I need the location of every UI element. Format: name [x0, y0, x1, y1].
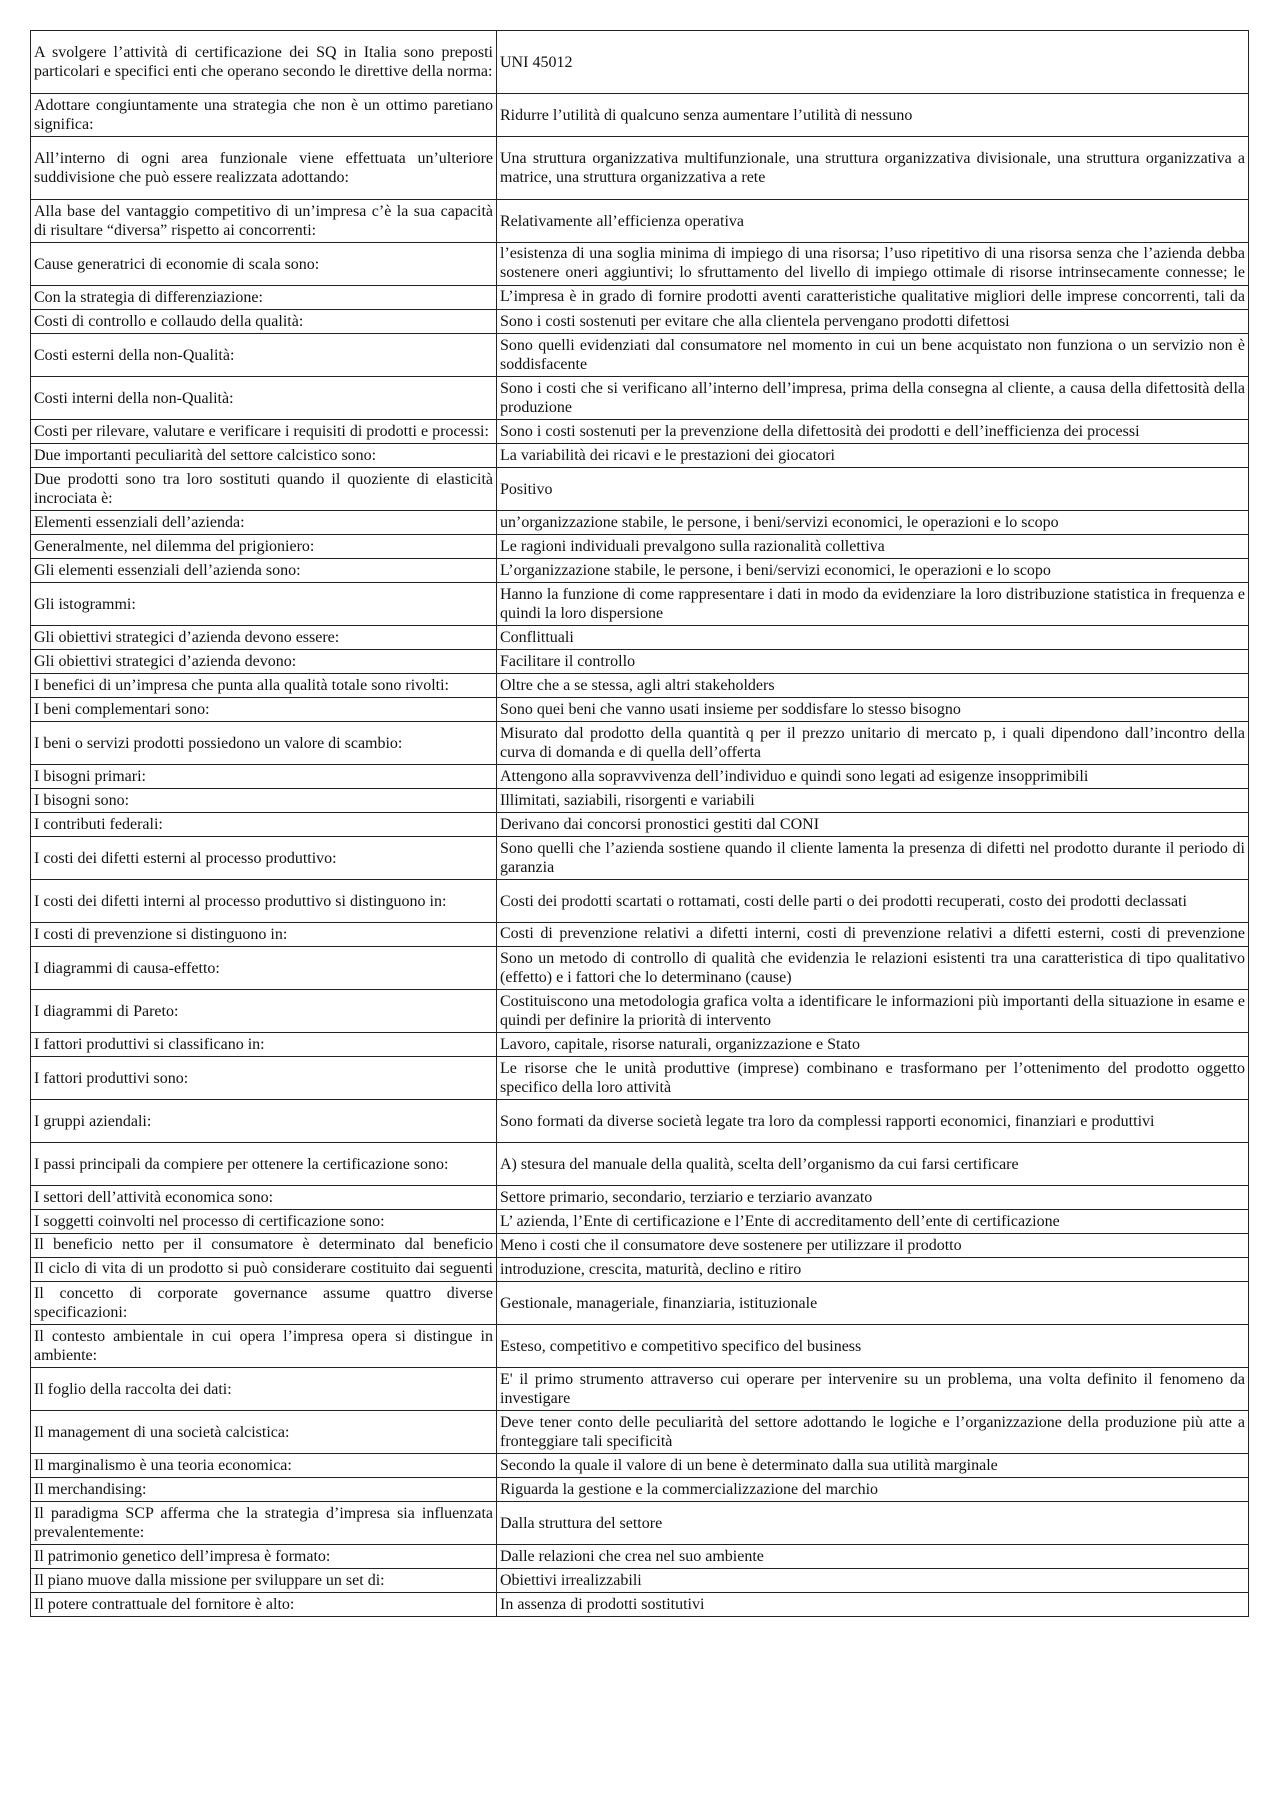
answer-cell: Ridurre l’utilità di qualcuno senza aumentare l’utilità di nessuno: [497, 94, 1249, 137]
question-cell: I beni complementari sono:: [31, 698, 497, 722]
question-cell: [31, 674, 497, 698]
table-row: [31, 1593, 1249, 1617]
question-cell: Costi esterni della non-Qualità:: [31, 334, 497, 377]
table-row: [31, 1368, 1249, 1411]
answer-cell: Obiettivi irrealizzabili: [497, 1569, 1249, 1593]
table-row: [31, 243, 1249, 286]
table-row: [31, 377, 1249, 420]
question-text: I benefici di un’impresa che punta alla qualità totale sono rivolti:: [34, 677, 449, 694]
answer-cell: Illimitati, saziabili, risorgenti e variabili: [497, 789, 1249, 813]
question-cell: I contributi federali:: [31, 813, 497, 837]
answer-cell: UNI 45012: [497, 31, 1249, 94]
answer-cell: Conflittuali: [497, 626, 1249, 650]
question-cell: [31, 1258, 497, 1282]
question-cell: I diagrammi di Pareto:: [31, 990, 497, 1033]
document-page: [30, 30, 1248, 1617]
answer-cell: Secondo la quale il valore di un bene è determinato dalla sua utilità marginale: [497, 1454, 1249, 1478]
table-row: [31, 1057, 1249, 1100]
answer-cell: Meno i costi che il consumatore deve sostenere per utilizzare il prodotto: [497, 1234, 1249, 1258]
question-cell: Elementi essenziali dell’azienda:: [31, 511, 497, 535]
answer-cell: Dalle relazioni che crea nel suo ambiente: [497, 1545, 1249, 1569]
question-cell: I bisogni sono:: [31, 789, 497, 813]
table-row: [31, 947, 1249, 990]
answer-cell: Le risorse che le unità produttive (imprese) combinano e trasformano per l’ottenimento del prodotto oggetto specifico della loro attività: [497, 1057, 1249, 1100]
answer-cell: Derivano dai concorsi pronostici gestiti dal CONI: [497, 813, 1249, 837]
answer-cell: L’organizzazione stabile, le persone, i beni/servizi economici, le operazioni e lo scopo: [497, 559, 1249, 583]
question-cell: Due importanti peculiarità del settore calcistico sono:: [31, 444, 497, 468]
answer-cell: Hanno la funzione di come rappresentare i dati in modo da evidenziare la loro distribuzione statistica in frequenza e quindi la loro dispersione: [497, 583, 1249, 626]
table-row: [31, 880, 1249, 923]
answer-cell: Sono quei beni che vanno usati insieme per soddisfare lo stesso bisogno: [497, 698, 1249, 722]
question-cell: Il foglio della raccolta dei dati:: [31, 1368, 497, 1411]
answer-cell: Positivo: [497, 468, 1249, 511]
answer-cell: Attengono alla sopravvivenza dell’individuo e quindi sono legati ad esigenze insopprimibili: [497, 765, 1249, 789]
question-cell: Gli obiettivi strategici d’azienda devono essere:: [31, 626, 497, 650]
table-row: [31, 31, 1249, 94]
question-cell: I passi principali da compiere per ottenere la certificazione sono:: [31, 1143, 497, 1186]
table-row: [31, 468, 1249, 511]
question-cell: Il management di una società calcistica:: [31, 1411, 497, 1454]
question-cell: [31, 420, 497, 444]
question-cell: Il patrimonio genetico dell’impresa è formato:: [31, 1545, 497, 1569]
answer-cell: [497, 243, 1249, 286]
question-cell: Due prodotti sono tra loro sostituti quando il quoziente di elasticità incrociata è:: [31, 468, 497, 511]
table-row: [31, 1033, 1249, 1057]
question-cell: A svolgere l’attività di certificazione dei SQ in Italia sono preposti particolari e specifici enti che operano secondo le direttive della norma:: [31, 31, 497, 94]
qa-table: [30, 30, 1249, 1617]
table-row: [31, 310, 1249, 334]
table-row: [31, 1454, 1249, 1478]
answer-cell: Sono i costi sostenuti per la prevenzione della difettosità dei prodotti e dell’inefficienza dei processi: [497, 420, 1249, 444]
answer-cell: Lavoro, capitale, risorse naturali, organizzazione e Stato: [497, 1033, 1249, 1057]
table-row: [31, 444, 1249, 468]
table-row: [31, 1545, 1249, 1569]
question-cell: I settori dell’attività economica sono:: [31, 1186, 497, 1210]
question-cell: Il piano muove dalla missione per sviluppare un set di:: [31, 1569, 497, 1593]
answer-cell: Costi dei prodotti scartati o rottamati, costi delle parti o dei prodotti recuperati, costo dei prodotti declassati: [497, 880, 1249, 923]
answer-cell: introduzione, crescita, maturità, declino e ritiro: [497, 1258, 1249, 1282]
table-row: [31, 1143, 1249, 1186]
answer-cell: Esteso, competitivo e competitivo specifico del business: [497, 1325, 1249, 1368]
answer-cell: Facilitare il controllo: [497, 650, 1249, 674]
answer-cell: Relativamente all’efficienza operativa: [497, 200, 1249, 243]
table-row: [31, 1186, 1249, 1210]
question-cell: I costi dei difetti interni al processo produttivo si distinguono in:: [31, 880, 497, 923]
answer-cell: Sono quelli che l’azienda sostiene quando il cliente lamenta la presenza di difetti nel prodotto durante il periodo di garanzia: [497, 837, 1249, 880]
table-row: [31, 1569, 1249, 1593]
question-cell: Costi interni della non-Qualità:: [31, 377, 497, 420]
answer-cell: Costituiscono una metodologia grafica volta a identificare le informazioni più importanti della situazione in esame e quindi per definire la priorità di intervento: [497, 990, 1249, 1033]
answer-cell: Gestionale, manageriale, finanziaria, istituzionale: [497, 1282, 1249, 1325]
question-cell: Generalmente, nel dilemma del prigioniero:: [31, 535, 497, 559]
question-cell: Il potere contrattuale del fornitore è alto:: [31, 1593, 497, 1617]
answer-cell: Sono i costi sostenuti per evitare che alla clientela pervengano prodotti difettosi: [497, 310, 1249, 334]
table-row: [31, 650, 1249, 674]
table-row: [31, 559, 1249, 583]
answer-text: l’esistenza di una soglia minima di impiego di una risorsa; l’uso ripetitivo di una risorsa senza che l’azienda debba sostenere oneri aggiuntivi; lo sfruttamento del livello di impiego ottimale di risorse intrinsecamente connesse; le: [500, 245, 1245, 281]
answer-cell: Sono formati da diverse società legate tra loro da complessi rapporti economici, finanziari e produttivi: [497, 1100, 1249, 1143]
answer-cell: Riguarda la gestione e la commercializzazione del marchio: [497, 1478, 1249, 1502]
answer-cell: Deve tener conto delle peculiarità del settore adottando le logiche e l’organizzazione della produzione più atte a fronteggiare tali specificità: [497, 1411, 1249, 1454]
answer-cell: La variabilità dei ricavi e le prestazioni dei giocatori: [497, 444, 1249, 468]
question-cell: Costi di controllo e collaudo della qualità:: [31, 310, 497, 334]
table-row: [31, 535, 1249, 559]
answer-cell: Oltre che a se stessa, agli altri stakeholders: [497, 674, 1249, 698]
question-cell: I costi dei difetti esterni al processo produttivo:: [31, 837, 497, 880]
table-row: [31, 765, 1249, 789]
question-text: Il beneficio netto per il consumatore è determinato dal beneficio: [34, 1236, 493, 1253]
table-row: [31, 674, 1249, 698]
table-row: [31, 511, 1249, 535]
question-cell: Gli elementi essenziali dell’azienda sono:: [31, 559, 497, 583]
question-cell: Il contesto ambientale in cui opera l’impresa opera si distingue in ambiente:: [31, 1325, 497, 1368]
table-row: [31, 1502, 1249, 1545]
table-row: [31, 1411, 1249, 1454]
answer-text: Costi di prevenzione relativi a difetti interni, costi di prevenzione relativi a difetti esterni, costi di prevenzione: [500, 925, 1245, 942]
question-cell: Alla base del vantaggio competitivo di un’impresa c’è la sua capacità di risultare “diversa” rispetto ai concorrenti:: [31, 200, 497, 243]
answer-cell: A) stesura del manuale della qualità, scelta dell’organismo da cui farsi certificare: [497, 1143, 1249, 1186]
table-row: [31, 1478, 1249, 1502]
question-cell: Cause generatrici di economie di scala sono:: [31, 243, 497, 286]
question-cell: Gli istogrammi:: [31, 583, 497, 626]
answer-cell: un’organizzazione stabile, le persone, i beni/servizi economici, le operazioni e lo scopo: [497, 511, 1249, 535]
question-cell: I beni o servizi prodotti possiedono un valore di scambio:: [31, 722, 497, 765]
table-row: [31, 1100, 1249, 1143]
table-row: [31, 789, 1249, 813]
table-row: [31, 583, 1249, 626]
answer-cell: Sono quelli evidenziati dal consumatore nel momento in cui un bene acquistato non funziona o un servizio non è soddisfacente: [497, 334, 1249, 377]
question-cell: [31, 1234, 497, 1258]
question-cell: Il paradigma SCP afferma che la strategia d’impresa sia influenzata prevalentemente:: [31, 1502, 497, 1545]
answer-cell: E' il primo strumento attraverso cui operare per intervenire su un problema, una volta definito il fenomeno da investigare: [497, 1368, 1249, 1411]
table-row: [31, 698, 1249, 722]
question-cell: I soggetti coinvolti nel processo di certificazione sono:: [31, 1210, 497, 1234]
table-row: [31, 1325, 1249, 1368]
question-cell: Adottare congiuntamente una strategia che non è un ottimo paretiano significa:: [31, 94, 497, 137]
table-row: [31, 420, 1249, 444]
question-cell: I fattori produttivi si classificano in:: [31, 1033, 497, 1057]
answer-text: L’impresa è in grado di fornire prodotti aventi caratteristiche qualitative migliori delle imprese concorrenti, tali da: [500, 288, 1245, 305]
table-row: [31, 286, 1249, 310]
table-row: [31, 94, 1249, 137]
answer-cell: Dalla struttura del settore: [497, 1502, 1249, 1545]
table-row: [31, 334, 1249, 377]
question-cell: Il marginalismo è una teoria economica:: [31, 1454, 497, 1478]
answer-cell: [497, 923, 1249, 947]
answer-cell: Le ragioni individuali prevalgono sulla razionalità collettiva: [497, 535, 1249, 559]
table-row: [31, 923, 1249, 947]
question-cell: I fattori produttivi sono:: [31, 1057, 497, 1100]
question-cell: I costi di prevenzione si distinguono in:: [31, 923, 497, 947]
question-cell: I gruppi aziendali:: [31, 1100, 497, 1143]
table-row: [31, 1258, 1249, 1282]
table-row: [31, 1234, 1249, 1258]
answer-cell: In assenza di prodotti sostitutivi: [497, 1593, 1249, 1617]
answer-cell: Misurato dal prodotto della quantità q per il prezzo unitario di mercato p, i quali dipendono dall’incontro della curva di domanda e di quella dell’offerta: [497, 722, 1249, 765]
table-row: [31, 200, 1249, 243]
question-text: Il ciclo di vita di un prodotto si può considerare costituito dai seguenti: [34, 1260, 493, 1277]
table-row: [31, 813, 1249, 837]
question-cell: Con la strategia di differenziazione:: [31, 286, 497, 310]
table-row: [31, 722, 1249, 765]
answer-cell: Una struttura organizzativa multifunzionale, una struttura organizzativa divisionale, una struttura organizzativa a matrice, una struttura organizzativa a rete: [497, 137, 1249, 200]
answer-cell: L’ azienda, l’Ente di certificazione e l’Ente di accreditamento dell’ente di certificazione: [497, 1210, 1249, 1234]
answer-cell: Settore primario, secondario, terziario e terziario avanzato: [497, 1186, 1249, 1210]
question-cell: Gli obiettivi strategici d’azienda devono:: [31, 650, 497, 674]
table-row: [31, 837, 1249, 880]
table-row: [31, 137, 1249, 200]
question-cell: Il merchandising:: [31, 1478, 497, 1502]
table-row: [31, 1210, 1249, 1234]
table-row: [31, 990, 1249, 1033]
answer-cell: Sono i costi che si verificano all’interno dell’impresa, prima della consegna al cliente, a causa della difettosità della produzione: [497, 377, 1249, 420]
question-cell: Il concetto di corporate governance assume quattro diverse specificazioni:: [31, 1282, 497, 1325]
question-cell: I bisogni primari:: [31, 765, 497, 789]
answer-cell: [497, 286, 1249, 310]
table-row: [31, 626, 1249, 650]
table-row: [31, 1282, 1249, 1325]
question-cell: All’interno di ogni area funzionale viene effettuata un’ulteriore suddivisione che può essere realizzata adottando:: [31, 137, 497, 200]
question-cell: I diagrammi di causa-effetto:: [31, 947, 497, 990]
question-text: Costi per rilevare, valutare e verificare i requisiti di prodotti e processi:: [34, 423, 489, 440]
answer-cell: Sono un metodo di controllo di qualità che evidenzia le relazioni esistenti tra una caratteristica di tipo qualitativo (effetto) e i fattori che lo determinano (cause): [497, 947, 1249, 990]
